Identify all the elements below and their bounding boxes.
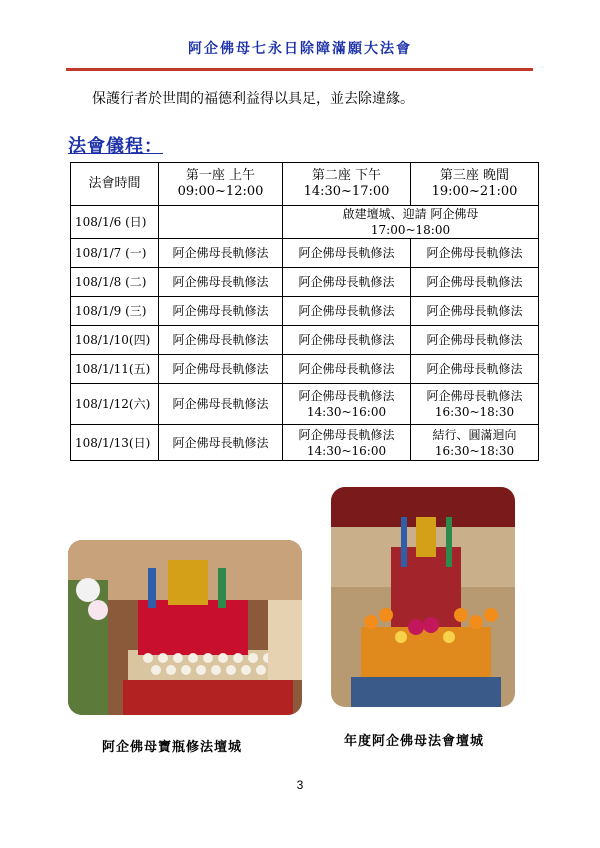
- session-cell: 阿企佛母長軌修法: [159, 355, 283, 384]
- photo-caption-right: 年度阿企佛母法會壇城: [344, 734, 485, 749]
- table-row: [71, 206, 539, 239]
- header-divider: [66, 68, 533, 71]
- session-cell: 阿企佛母長軌修法: [159, 425, 283, 461]
- session-cell: 阿企佛母長軌修法: [159, 384, 283, 425]
- session-cell: 阿企佛母長軌修法: [411, 268, 539, 297]
- session-cell: 阿企佛母長軌修法 16:30~18:30: [411, 384, 539, 425]
- row-date: 108/1/11(五): [71, 355, 159, 384]
- column-header-time: 法會時間: [71, 163, 159, 206]
- session-cell: 阿企佛母長軌修法: [283, 268, 411, 297]
- column-header-session-2: 第二座 下午 14:30~17:00: [283, 163, 411, 206]
- column-header-session-1: 第一座 上午 09:00~12:00: [159, 163, 283, 206]
- section-heading: 法會儀程：: [68, 136, 163, 157]
- session-cell: 阿企佛母長軌修法: [411, 239, 539, 268]
- row-date: 108/1/7 (一): [71, 239, 159, 268]
- row-date: 108/1/13(日): [71, 425, 159, 461]
- session-cell: 阿企佛母長軌修法: [283, 355, 411, 384]
- table-row: [71, 425, 539, 461]
- table-row: [71, 297, 539, 326]
- row-date: 108/1/12(六): [71, 384, 159, 425]
- session-cell: 阿企佛母長軌修法: [159, 297, 283, 326]
- session-cell: 阿企佛母長軌修法: [411, 297, 539, 326]
- row-date: 108/1/10(四): [71, 326, 159, 355]
- page-number: 3: [296, 778, 304, 792]
- altar-photo-annual: [331, 487, 515, 707]
- table-row: [71, 326, 539, 355]
- altar-photo-vase: [68, 540, 302, 715]
- table-row: [71, 384, 539, 425]
- photo-caption-left: 阿企佛母寶瓶修法壇城: [102, 740, 243, 755]
- table-row: [71, 239, 539, 268]
- opening-ceremony-cell: 啟建壇城、迎請 阿企佛母 17:00~18:00: [283, 206, 539, 239]
- table-header-row: [71, 163, 539, 206]
- table-row: [71, 355, 539, 384]
- session-cell: 阿企佛母長軌修法 14:30~16:00: [283, 384, 411, 425]
- session-cell: 阿企佛母長軌修法: [159, 326, 283, 355]
- session-cell: 阿企佛母長軌修法: [411, 326, 539, 355]
- schedule-table: [70, 162, 539, 461]
- table-row: [71, 268, 539, 297]
- session-cell: 阿企佛母長軌修法: [283, 239, 411, 268]
- session-cell: 阿企佛母長軌修法: [159, 268, 283, 297]
- session-cell: 阿企佛母長軌修法 14:30~16:00: [283, 425, 411, 461]
- session-cell: 阿企佛母長軌修法: [283, 326, 411, 355]
- intro-paragraph: 保護行者於世間的福德利益得以具足，並去除違緣。: [92, 91, 414, 107]
- row-date: 108/1/9 (三): [71, 297, 159, 326]
- document-header-title: 阿企佛母七永日除障滿願大法會: [188, 41, 412, 57]
- session-cell: 阿企佛母長軌修法: [159, 239, 283, 268]
- session-cell: 結行、圓滿迴向 16:30~18:30: [411, 425, 539, 461]
- row-date: 108/1/8 (二): [71, 268, 159, 297]
- session-cell: 阿企佛母長軌修法: [283, 297, 411, 326]
- empty-cell: [159, 206, 283, 239]
- session-cell: 阿企佛母長軌修法: [411, 355, 539, 384]
- column-header-session-3: 第三座 晚間 19:00~21:00: [411, 163, 539, 206]
- row-date: 108/1/6 (日): [71, 206, 159, 239]
